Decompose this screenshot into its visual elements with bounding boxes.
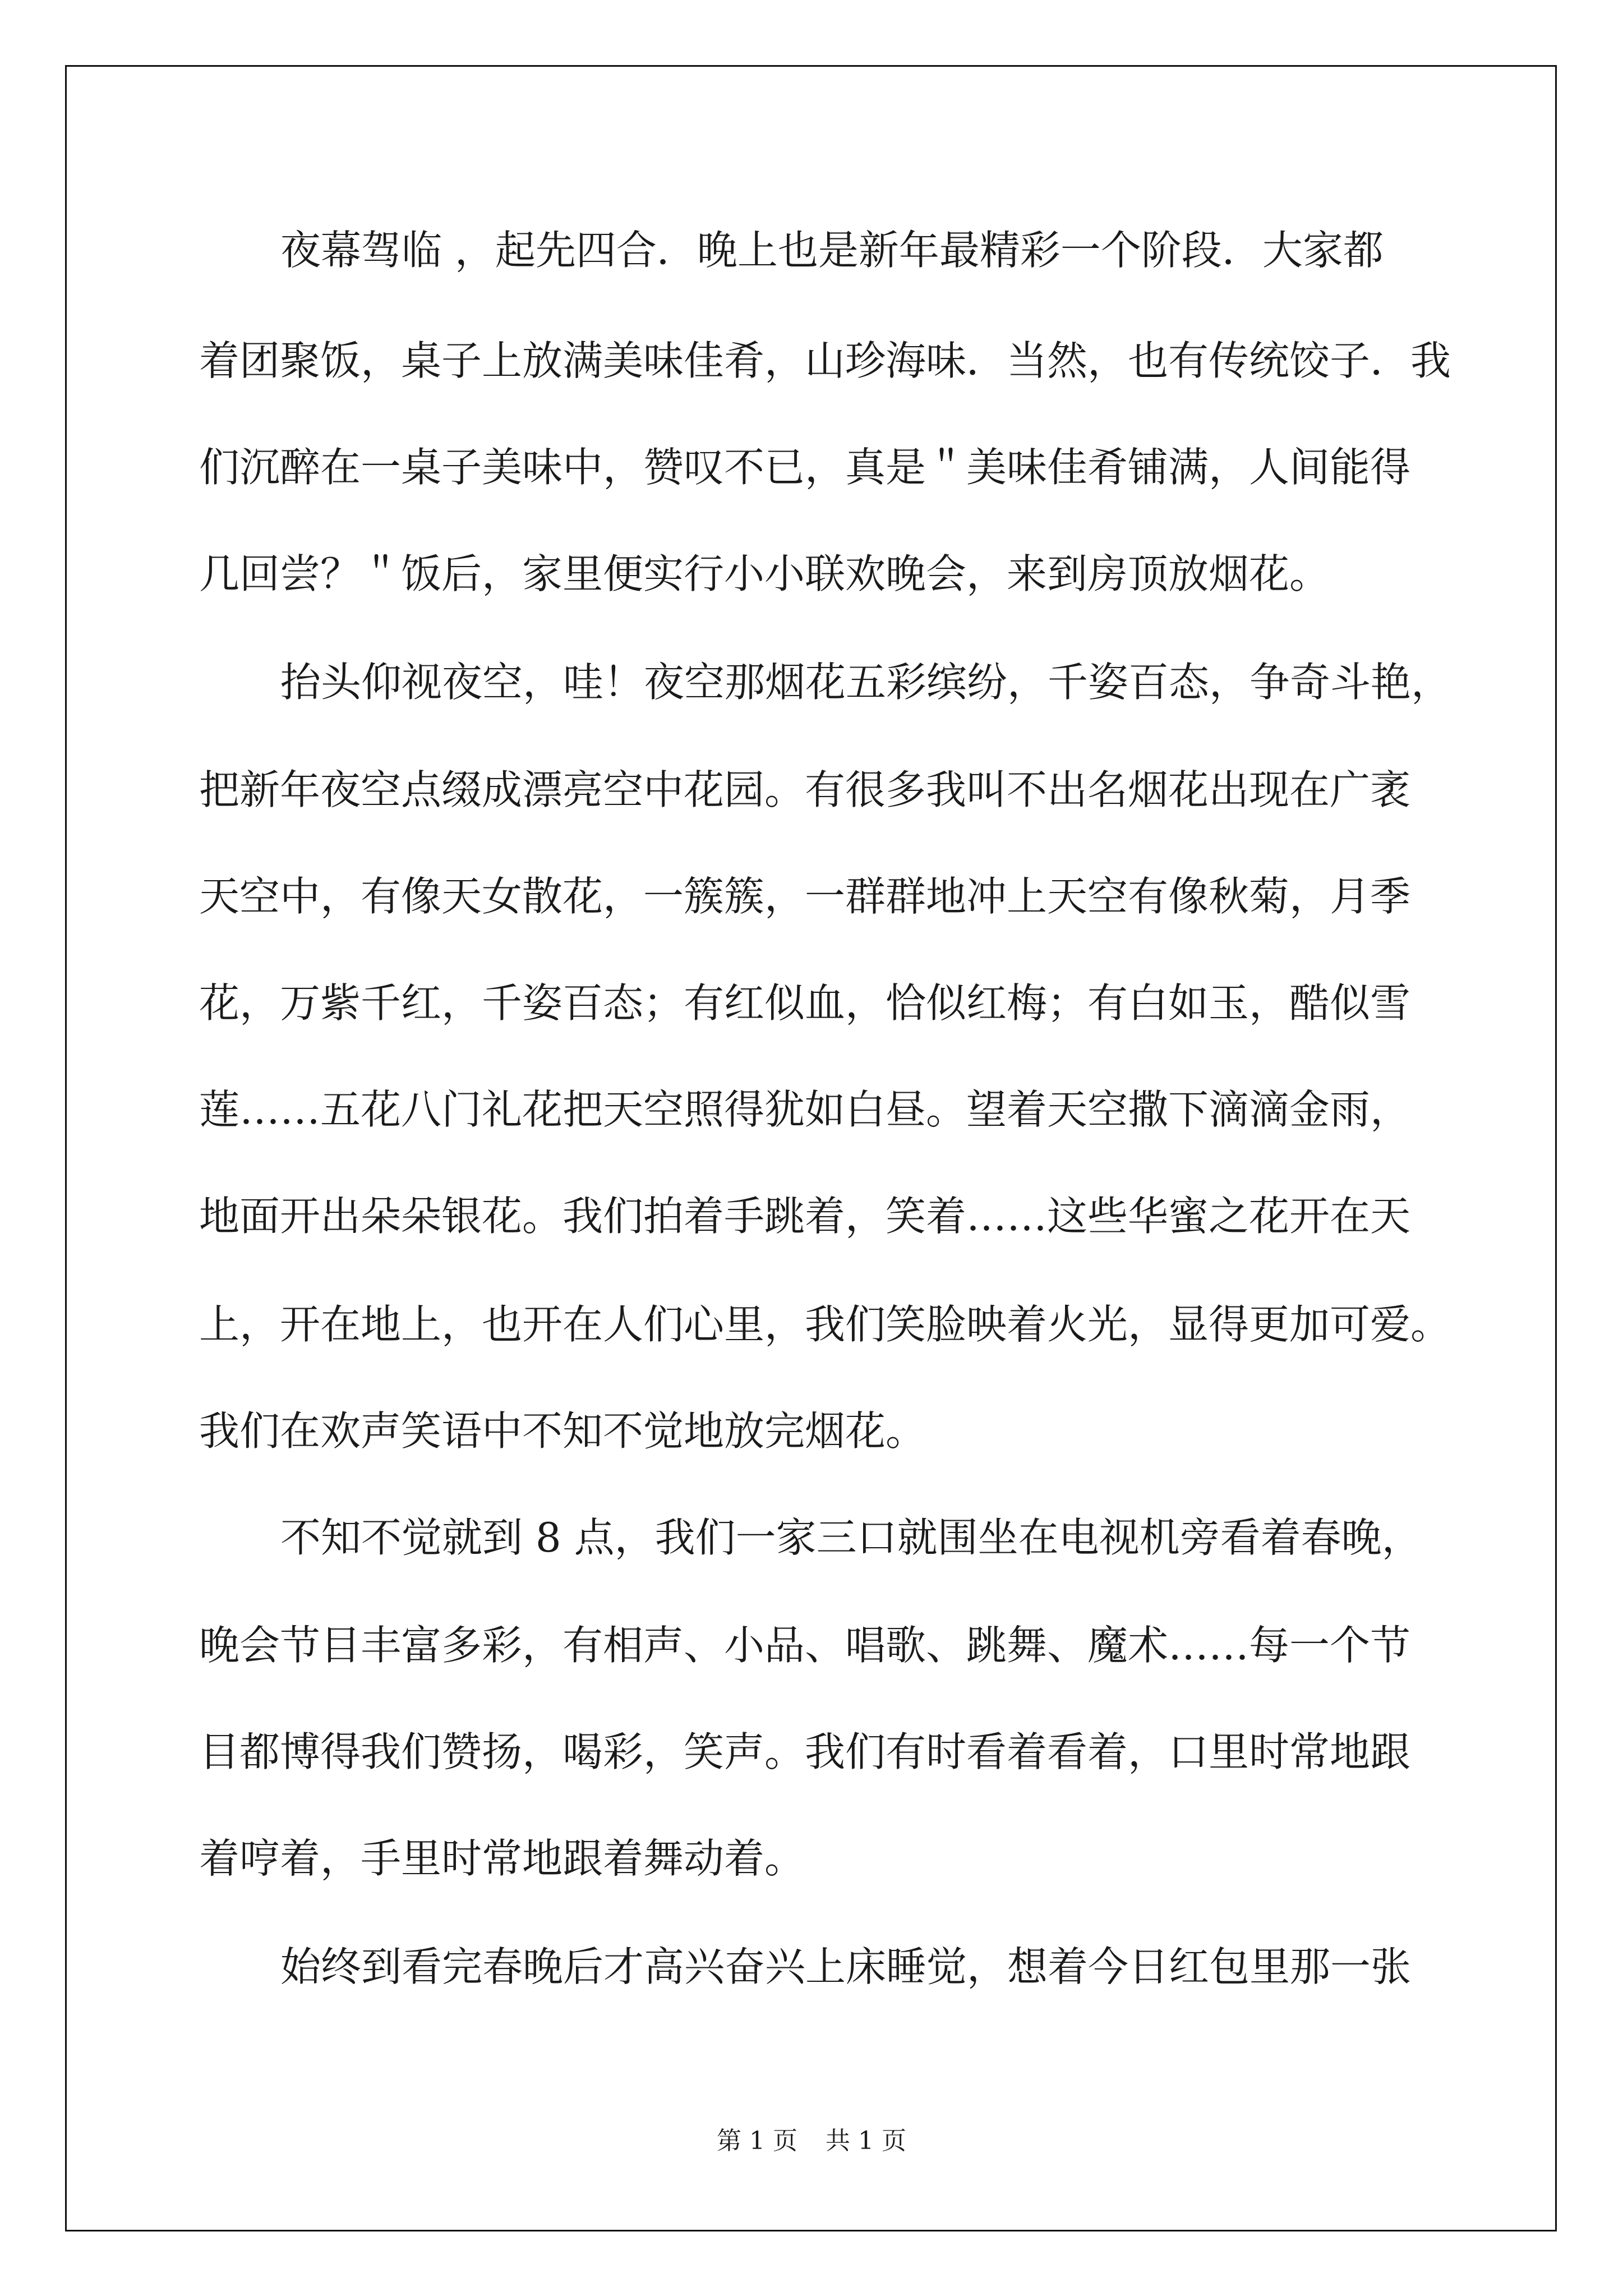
page-total: 共 1 页 (826, 2127, 906, 2155)
paragraph-line: 着团聚饭，桌子上放满美味佳肴，山珍海味．当然，也有传统饺子．我 (199, 337, 1451, 384)
paragraph-line: 不知不觉就到 8 点，我们一家三口就围坐在电视机旁看着春晚， (280, 1514, 1422, 1561)
paragraph-line: 着哼着，手里时常地跟着舞动着。 (199, 1835, 805, 1882)
paragraph-line: 始终到看完春晚后才高兴奋兴上床睡觉，想着今日红包里那一张 (280, 1943, 1412, 1990)
paragraph-line: 上，开在地上，也开在人们心里，我们笑脸映着火光，显得更加可爱。 (199, 1301, 1451, 1348)
page-footer (0, 2120, 1623, 2156)
paragraph-line: 花，万紫千红，千姿百态；有红似血，恰似红梅；有白如玉，酷似雪 (199, 979, 1411, 1027)
paragraph-line: 地面开出朵朵银花。我们拍着手跳着，笑着……这些华蜜之花开在天 (199, 1193, 1411, 1240)
paragraph-line: 天空中，有像天女散花，一簇簇，一群群地冲上天空有像秋菊，月季 (199, 873, 1411, 920)
page-number: 第 1 页 (717, 2127, 797, 2155)
paragraph-line: 抬头仰视夜空，哇！夜空那烟花五彩缤纷，千姿百态，争奇斗艳， (280, 659, 1452, 706)
paragraph-line: 目都博得我们赞扬，喝彩，笑声。我们有时看着看着，口里时常地跟 (199, 1728, 1411, 1775)
page-border (65, 65, 1557, 2231)
paragraph-line: 把新年夜空点缀成漂亮空中花园。有很多我叫不出名烟花出现在广袤 (199, 766, 1411, 813)
paragraph-line: 莲……五花八门礼花把天空照得犹如白昼。望着天空撒下滴滴金雨， (199, 1086, 1411, 1133)
paragraph-line: 我们在欢声笑语中不知不觉地放完烟花。 (199, 1407, 926, 1455)
paragraph-line: 晚会节目丰富多彩，有相声、小品、唱歌、跳舞、魔术……每一个节 (199, 1622, 1411, 1669)
paragraph-line: 们沉醉在一桌子美味中，赞叹不已，真是＂美味佳肴铺满，人间能得 (199, 444, 1411, 491)
paragraph-line: 几回尝？＂饭后，家里便实行小小联欢晚会，来到房顶放烟花。 (199, 550, 1330, 597)
paragraph-line: 夜幕驾临 ，起先四合．晚上也是新年最精彩一个阶段．大家都 (280, 227, 1384, 274)
